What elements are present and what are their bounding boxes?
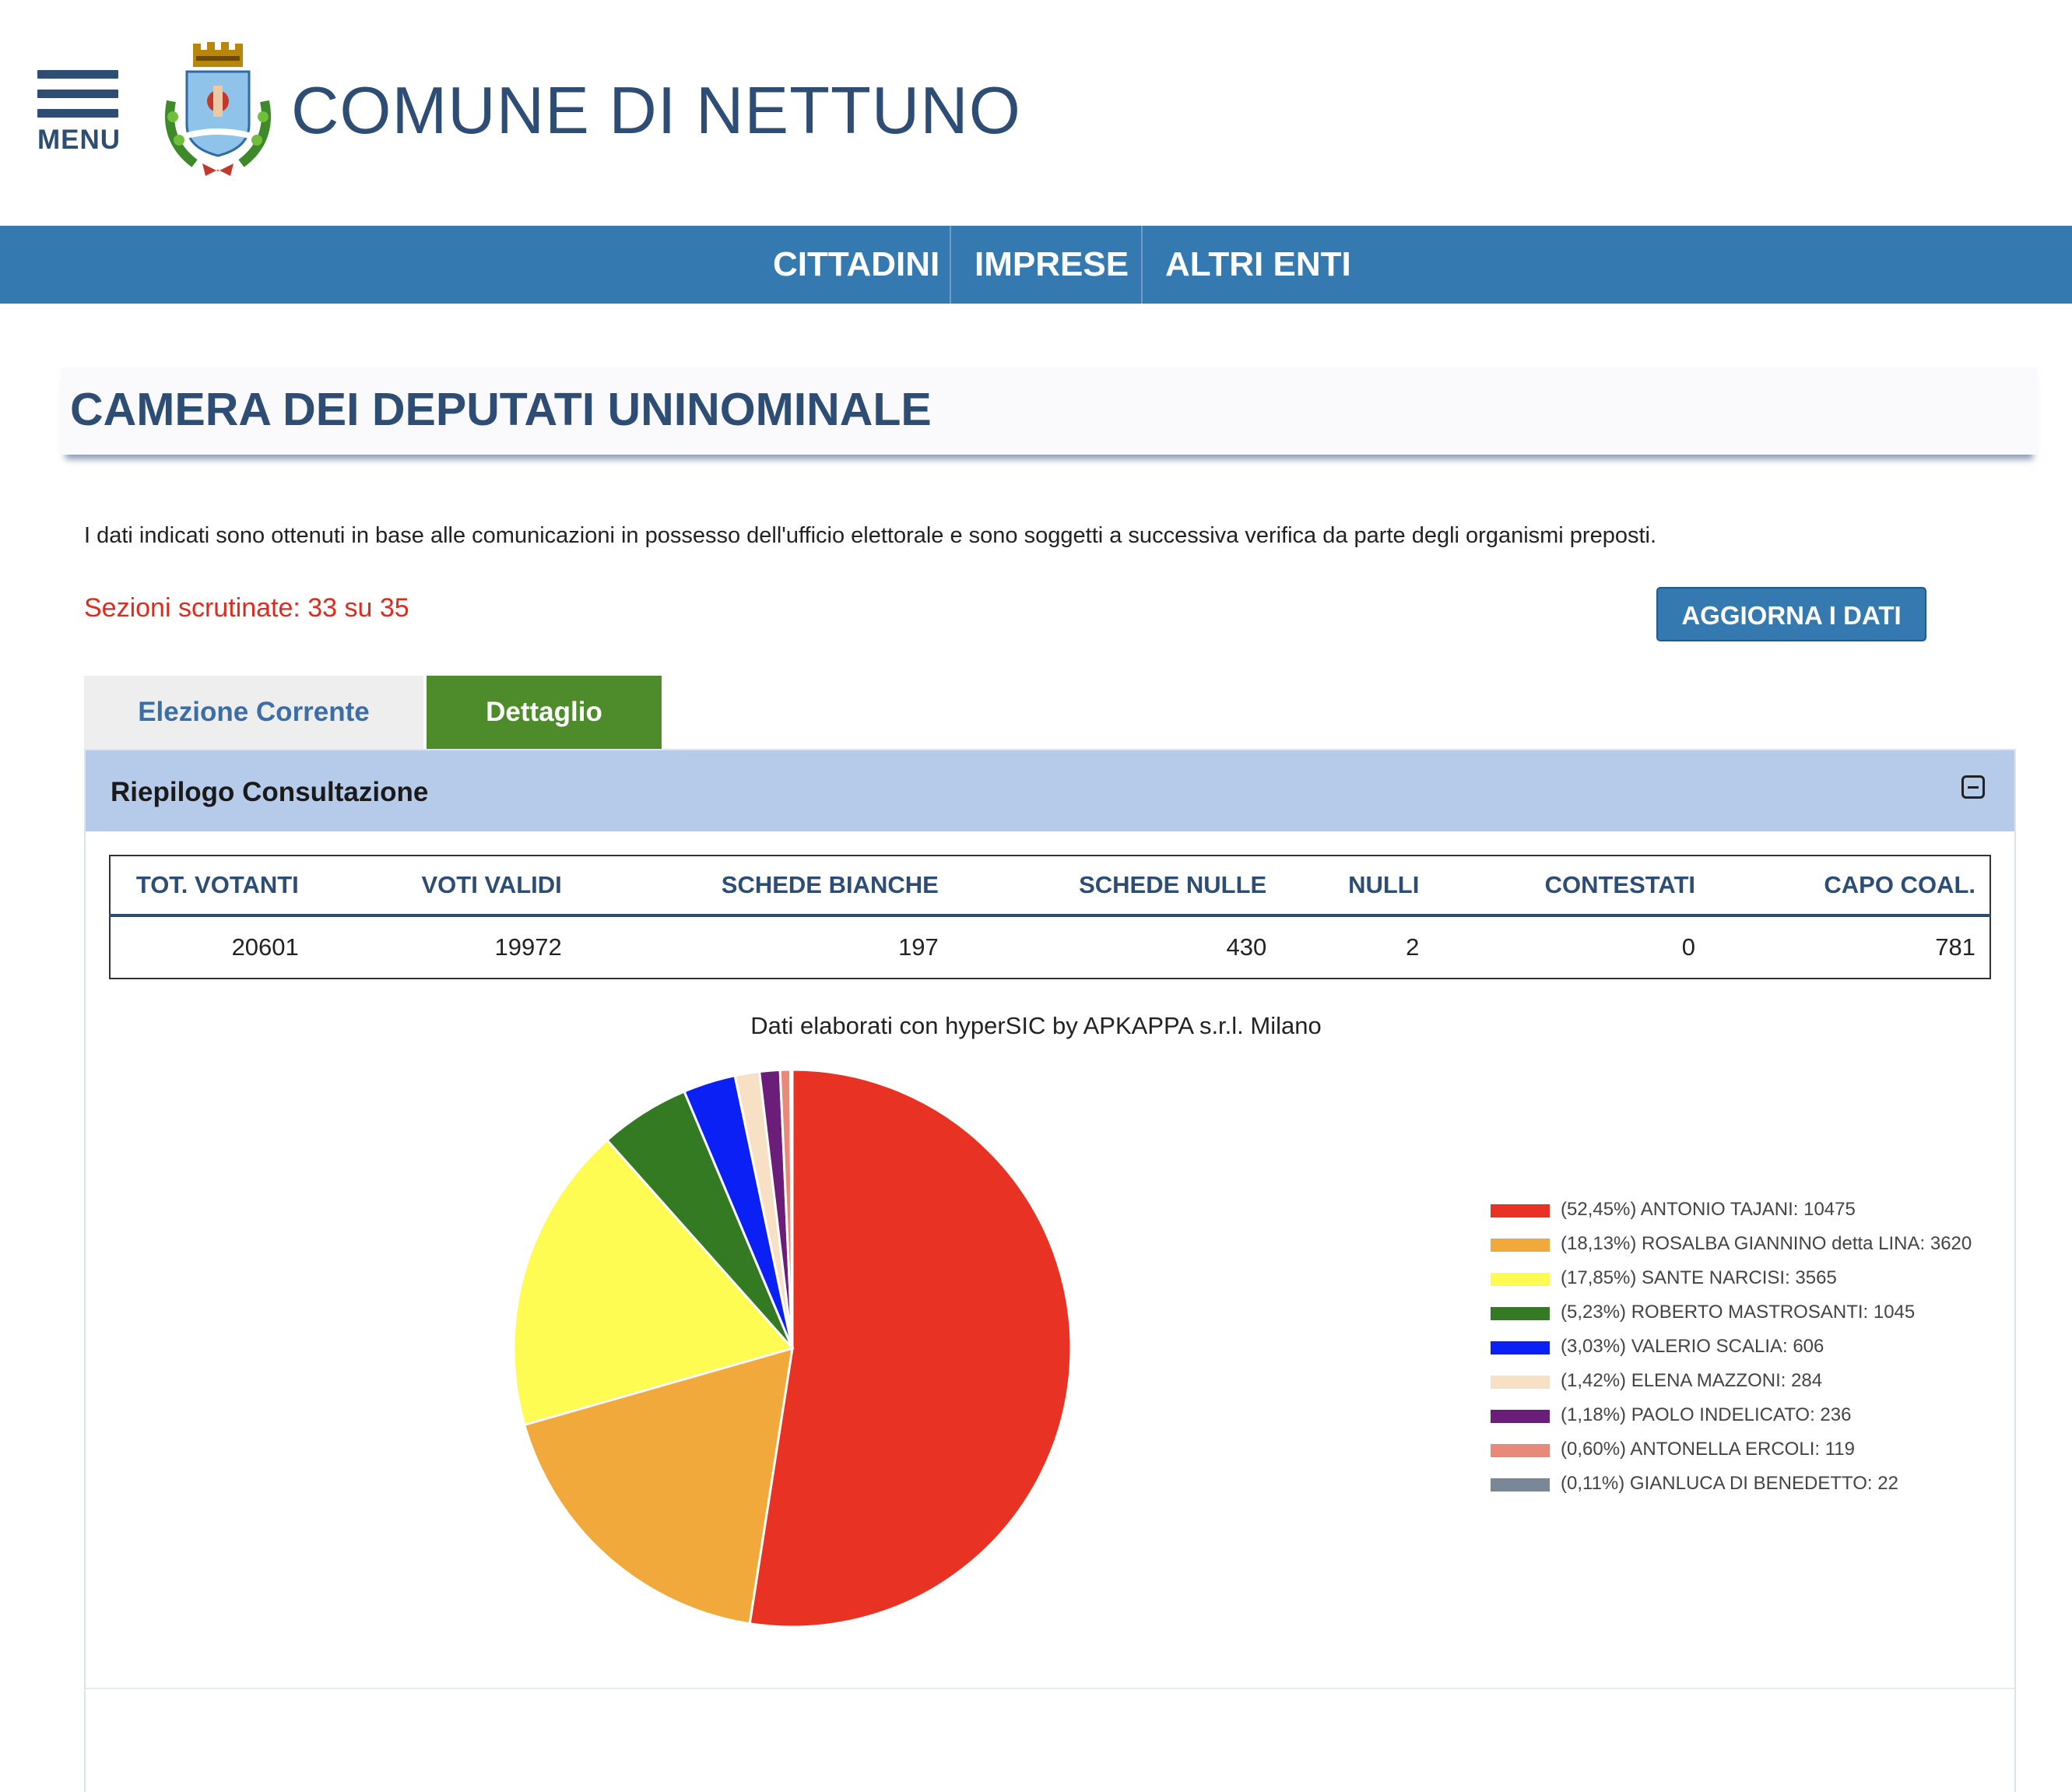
page-title: CAMERA DEI DEPUTATI UNINOMINALE [70,384,932,435]
value-schede-nulle: 430 [1226,933,1267,961]
col-schede-nulle: SCHEDE NULLE [953,856,1280,915]
chart-title: Dati elaborati con hyperSIC by APKAPPA s.r.l. Milano [750,1012,1322,1039]
table-header-row [110,856,1990,915]
legend-label: (1,42%) ELENA MAZZONI: 284 [1561,1370,1823,1391]
value-nulli: 2 [1406,933,1420,961]
legend-label: (0,11%) GIANLUCA DI BENEDETTO: 22 [1561,1473,1898,1494]
nav-item-cittadini[interactable]: CITTADINI [773,245,940,283]
col-nulli: NULLI [1280,856,1433,915]
menu-label: MENU [37,125,121,155]
tab-elezione-corrente[interactable]: Elezione Corrente [84,676,423,749]
value-capo-coal: 781 [1935,933,1975,961]
value-schede-bianche: 197 [898,933,939,961]
col-capo-coal: CAPO COAL. [1709,856,1990,915]
legend-label: (0,60%) ANTONELLA ERCOLI: 119 [1561,1439,1855,1460]
main-nav [0,226,2072,304]
refresh-data-button[interactable]: AGGIORNA I DATI [1656,587,1926,641]
disclaimer-text: I dati indicati sono ottenuti in base alle comunicazioni in possesso dell'ufficio elettorale e sono soggetti a successiva verifica da parte degli organismi preposti. [84,523,1657,548]
hamburger-icon [37,70,118,79]
coat-of-arms-icon [156,39,280,199]
nav-item-altri-enti[interactable]: ALTRI ENTI [1165,245,1351,283]
panel-header[interactable] [86,750,2014,831]
value-voti-validi: 19972 [494,933,562,961]
collapse-icon[interactable] [1961,775,1985,799]
nav-separator [1141,226,1143,304]
legend-label: (17,85%) SANTE NARCISI: 3565 [1561,1267,1837,1288]
table-row [110,915,1990,979]
legend-swatch [1491,1444,1550,1457]
legend-label: (18,13%) ROSALBA GIANNINO detta LINA: 3620 [1561,1233,1972,1254]
legend-label: (52,45%) ANTONIO TAJANI: 10475 [1561,1199,1856,1220]
tab-dettaglio[interactable]: Dettaglio [427,676,662,749]
col-tot-votanti: TOT. VOTANTI [110,856,313,915]
sections-counted: Sezioni scrutinate: 33 su 35 [84,593,409,623]
page-title-bar [61,367,2038,455]
results-pie-chart [498,1059,1074,1635]
col-voti-validi: VOTI VALIDI [313,856,576,915]
pie-slice-0[interactable] [750,1070,1071,1627]
legend-label: (3,03%) VALERIO SCALIA: 606 [1561,1336,1824,1357]
value-tot-votanti: 20601 [231,933,299,961]
legend-swatch [1491,1239,1550,1252]
panel-title: Riepilogo Consultazione [111,777,429,807]
col-schede-bianche: SCHEDE BIANCHE [576,856,953,915]
nav-separator [950,226,951,304]
results-summary-table [109,855,1991,979]
legend-swatch [1491,1478,1550,1492]
col-contestati: CONTESTATI [1433,856,1709,915]
legend-swatch [1491,1341,1550,1355]
city-logo[interactable] [156,39,280,199]
legend-swatch [1491,1273,1550,1286]
legend-swatch [1491,1204,1550,1218]
nav-item-imprese[interactable]: IMPRESE [975,245,1129,283]
site-title: COMUNE DI NETTUNO [291,74,1021,148]
panel-divider [86,1688,2014,1689]
menu-button[interactable] [37,70,121,155]
value-contestati: 0 [1681,933,1696,961]
legend-label: (5,23%) ROBERTO MASTROSANTI: 1045 [1561,1302,1916,1323]
legend-swatch [1491,1307,1550,1320]
legend-swatch [1491,1376,1550,1389]
legend-label: (1,18%) PAOLO INDELICATO: 236 [1561,1404,1852,1425]
legend-swatch [1491,1410,1550,1423]
